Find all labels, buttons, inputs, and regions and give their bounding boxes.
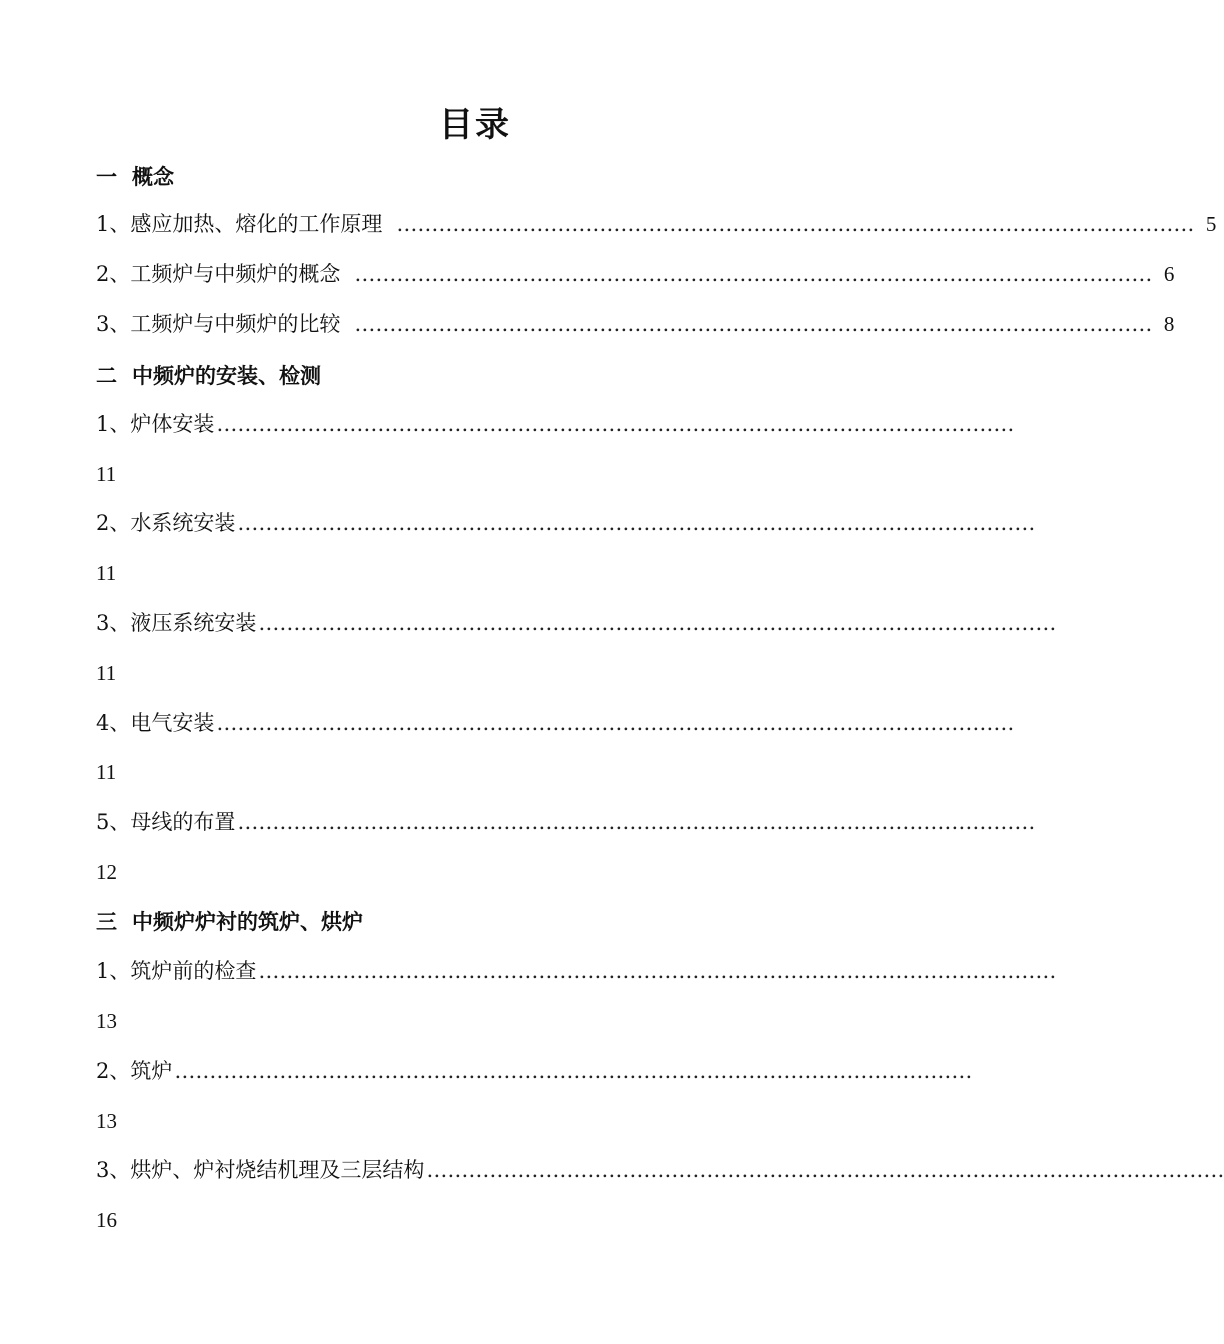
dot-leader: …………………………………………………………………………………………………… xyxy=(396,212,1195,236)
toc-entry-label: 5、母线的布置 xyxy=(96,810,236,834)
toc-entry-label: 3、烘炉、炉衬烧结机理及三层结构 xyxy=(96,1158,425,1182)
section-label: 概念 xyxy=(132,165,174,189)
section-label: 中频炉炉衬的筑炉、烘炉 xyxy=(132,910,363,934)
section-heading-1 xyxy=(96,160,852,194)
toc-entry[interactable] xyxy=(96,954,1057,988)
section-number: 三 xyxy=(96,910,117,934)
toc-entry[interactable] xyxy=(96,307,1175,341)
section-number: 二 xyxy=(96,364,117,388)
toc-entry-label: 1、筑炉前的检查 xyxy=(96,959,257,983)
toc-entry-label: 2、工频炉与中频炉的概念 xyxy=(96,262,341,286)
section-heading-2 xyxy=(96,359,852,393)
toc-entry-label: 3、液压系统安装 xyxy=(96,611,257,635)
toc-entry-label: 1、感应加热、熔化的工作原理 xyxy=(96,212,383,236)
toc-entry[interactable] xyxy=(96,1054,973,1088)
dot-leader: …………………………………………………………………………………………………… xyxy=(216,412,1015,436)
toc-entry-page: 11 xyxy=(96,561,117,585)
toc-entry-label: 4、电气安装 xyxy=(96,711,215,735)
section-heading-3 xyxy=(96,905,852,939)
toc-entry[interactable] xyxy=(96,706,1015,740)
section-label: 中频炉的安装、检测 xyxy=(132,364,321,388)
dot-leader: …………………………………………………………………………………………………… xyxy=(216,711,1015,735)
toc-entry-page: 5 xyxy=(1205,212,1217,236)
toc-entry-page: 13 xyxy=(96,1109,117,1133)
toc-entry-page: 13 xyxy=(96,1009,117,1033)
toc-entry[interactable] xyxy=(96,1153,1224,1187)
toc-entry[interactable] xyxy=(96,207,1217,241)
dot-leader: …………………………………………………………………………………………………… xyxy=(426,1158,1224,1182)
page-title: 目录 xyxy=(439,105,511,145)
toc-entry[interactable] xyxy=(96,506,1036,540)
toc-entry[interactable] xyxy=(96,257,1175,291)
dot-leader: …………………………………………………………………………………………………… xyxy=(354,312,1153,336)
section-number: 一 xyxy=(96,165,117,189)
toc-entry-page: 6 xyxy=(1163,262,1175,286)
dot-leader: …………………………………………………………………………………………………… xyxy=(258,611,1057,635)
toc-entry-label: 2、筑炉 xyxy=(96,1059,173,1083)
dot-leader: …………………………………………………………………………………………………… xyxy=(174,1059,973,1083)
toc-entry-page: 8 xyxy=(1163,312,1175,336)
toc-entry-page: 16 xyxy=(96,1208,117,1232)
toc-entry-page: 11 xyxy=(96,661,117,685)
toc-entry[interactable] xyxy=(96,606,1057,640)
dot-leader: …………………………………………………………………………………………………… xyxy=(237,810,1036,834)
toc-entry-label: 3、工频炉与中频炉的比较 xyxy=(96,312,341,336)
toc-entry-page: 11 xyxy=(96,760,117,784)
toc-entry-label: 1、炉体安装 xyxy=(96,412,215,436)
dot-leader: …………………………………………………………………………………………………… xyxy=(354,262,1153,286)
toc-entry[interactable] xyxy=(96,407,1015,441)
toc-entry[interactable] xyxy=(96,805,1036,839)
toc-entry-page: 11 xyxy=(96,462,117,486)
toc-entry-label: 2、水系统安装 xyxy=(96,511,236,535)
toc-entry-page: 12 xyxy=(96,860,117,884)
dot-leader: …………………………………………………………………………………………………… xyxy=(237,511,1036,535)
dot-leader: …………………………………………………………………………………………………… xyxy=(258,959,1057,983)
